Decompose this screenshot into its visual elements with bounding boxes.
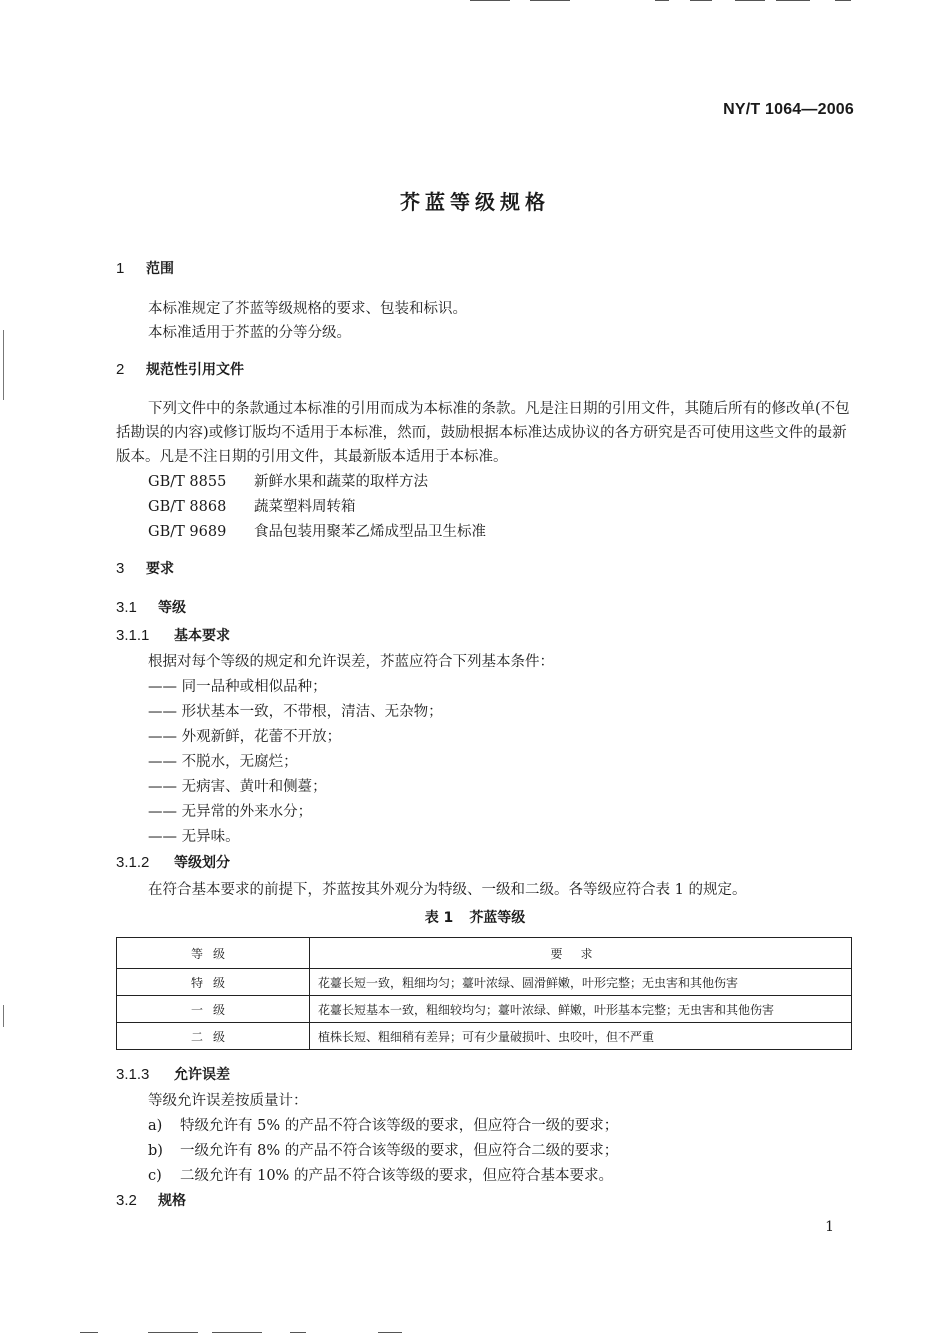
- section-number: 3: [116, 560, 125, 577]
- section-3-1-1-heading: [116, 625, 230, 645]
- section-3-1-heading: [116, 597, 186, 617]
- paragraph: 本标准适用于芥蓝的分等分级。: [148, 325, 351, 341]
- reference-name: 蔬菜塑料周转箱: [254, 499, 356, 515]
- section-1-heading: [116, 258, 174, 278]
- scan-mark: [378, 1332, 402, 1333]
- list-marker: a): [148, 1118, 163, 1134]
- grade-cell: 二级: [117, 1023, 310, 1050]
- scan-mark: [290, 1332, 306, 1333]
- grade-cell: 特级: [117, 969, 310, 996]
- table-row: [117, 1023, 852, 1050]
- section-title: 规范性引用文件: [146, 362, 244, 378]
- paragraph: 在符合基本要求的前提下，芥蓝按其外观分为特级、一级和二级。各等级应符合表 1 的规定。: [148, 882, 747, 898]
- reference-code: GB/T 8868: [148, 499, 227, 515]
- scan-mark: [735, 0, 765, 1]
- reference-item: [148, 470, 428, 491]
- section-number: 3.1.2: [116, 854, 150, 871]
- page-number: 1: [825, 1219, 834, 1235]
- section-3-1-2-heading: [116, 852, 230, 872]
- section-title: 允许误差: [174, 1067, 230, 1083]
- scan-mark: [470, 0, 510, 1]
- paragraph: 下列文件中的条款通过本标准的引用而成为本标准的条款。凡是注日期的引用文件，其随后所有的修改单(不包括勘误的内容)或修订版均不适用于本标准，然而，鼓励根据本标准达成协议的各方研究是否可使用这些文件的最新版本。凡是不注日期的引用文件，其最新版本适用于本标准。: [116, 401, 850, 465]
- document-title: 芥蓝等级规格: [400, 190, 550, 214]
- list-marker: c): [148, 1168, 162, 1184]
- table-header-row: [117, 938, 852, 969]
- list-text: 一级允许有 8% 的产品不符合该等级的要求，但应符合二级的要求；: [180, 1143, 619, 1159]
- paragraph: 根据对每个等级的规定和允许误差，芥蓝应符合下列基本条件：: [148, 654, 554, 670]
- list-text: 特级允许有 5% 的产品不符合该等级的要求，但应符合一级的要求；: [180, 1118, 619, 1134]
- section-number: 3.1.1: [116, 627, 150, 644]
- scan-mark: [80, 1332, 98, 1333]
- list-item: [148, 1114, 618, 1135]
- grade-cell: 一级: [117, 996, 310, 1023]
- section-3-heading: [116, 558, 174, 578]
- section-title: 等级划分: [174, 855, 230, 871]
- scan-mark: [148, 1332, 198, 1333]
- reference-code: GB/T 8855: [148, 474, 227, 490]
- table-row: [117, 969, 852, 996]
- table-row: [117, 996, 852, 1023]
- scan-mark: [530, 0, 570, 1]
- scan-mark: [3, 330, 4, 400]
- section-number: 3.2: [116, 1192, 137, 1209]
- reference-name: 食品包装用聚苯乙烯成型品卫生标准: [254, 524, 486, 540]
- list-marker: b): [148, 1143, 163, 1159]
- scan-mark: [835, 0, 851, 1]
- scan-mark: [690, 0, 712, 1]
- scan-mark: [776, 0, 810, 1]
- requirement-cell: 植株长短、粗细稍有差异；可有少量破损叶、虫咬叶，但不严重: [310, 1023, 852, 1050]
- paragraph: 等级允许误差按质量计：: [148, 1093, 308, 1109]
- list-item: —— 形状基本一致，不带根，清洁、无杂物；: [148, 704, 443, 720]
- section-number: 3.1.3: [116, 1066, 150, 1083]
- section-number: 2: [116, 361, 125, 378]
- header-grade: 等级: [117, 938, 310, 969]
- requirement-cell: 花薹长短一致，粗细均匀；薹叶浓绿、圆滑鲜嫩，叶形完整；无虫害和其他伤害: [310, 969, 852, 996]
- list-item: —— 无病害、黄叶和侧薹；: [148, 779, 327, 795]
- scan-mark: [655, 0, 669, 1]
- section-number: 1: [116, 260, 125, 277]
- section-title: 等级: [158, 600, 186, 616]
- grade-table: [116, 937, 852, 1050]
- list-item: —— 外观新鲜，花蕾不开放；: [148, 729, 342, 745]
- table-caption: [0, 907, 950, 927]
- list-item: —— 无异常的外来水分；: [148, 804, 313, 820]
- header-requirement: 要求: [310, 938, 852, 969]
- section-title: 范围: [146, 261, 174, 277]
- list-item: [148, 1164, 613, 1185]
- table-label: 表 1: [424, 910, 454, 926]
- reference-item: [148, 495, 356, 516]
- reference-item: [148, 520, 486, 541]
- section-title: 规格: [158, 1193, 186, 1209]
- table-title: 芥蓝等级: [469, 910, 526, 926]
- section-number: 3.1: [116, 599, 137, 616]
- section-title: 要求: [146, 561, 174, 577]
- requirement-cell: 花薹长短基本一致，粗细较均匀；薹叶浓绿、鲜嫩，叶形基本完整；无虫害和其他伤害: [310, 996, 852, 1023]
- scan-mark: [212, 1332, 262, 1333]
- section-2-heading: [116, 359, 244, 379]
- scan-mark: [3, 1005, 4, 1027]
- section-3-2-heading: [116, 1190, 186, 1210]
- reference-code: GB/T 9689: [148, 524, 227, 540]
- list-item: —— 无异味。: [148, 829, 240, 845]
- section-title: 基本要求: [174, 628, 230, 644]
- list-item: —— 同一品种或相似品种；: [148, 679, 327, 695]
- list-item: —— 不脱水，无腐烂；: [148, 754, 298, 770]
- section-3-1-3-heading: [116, 1064, 230, 1084]
- paragraph: 本标准规定了芥蓝等级规格的要求、包装和标识。: [148, 301, 467, 317]
- standard-code: NY/T 1064—2006: [723, 101, 854, 118]
- reference-name: 新鲜水果和蔬菜的取样方法: [254, 474, 428, 490]
- list-text: 二级允许有 10% 的产品不符合该等级的要求，但应符合基本要求。: [180, 1168, 613, 1184]
- list-item: [148, 1139, 618, 1160]
